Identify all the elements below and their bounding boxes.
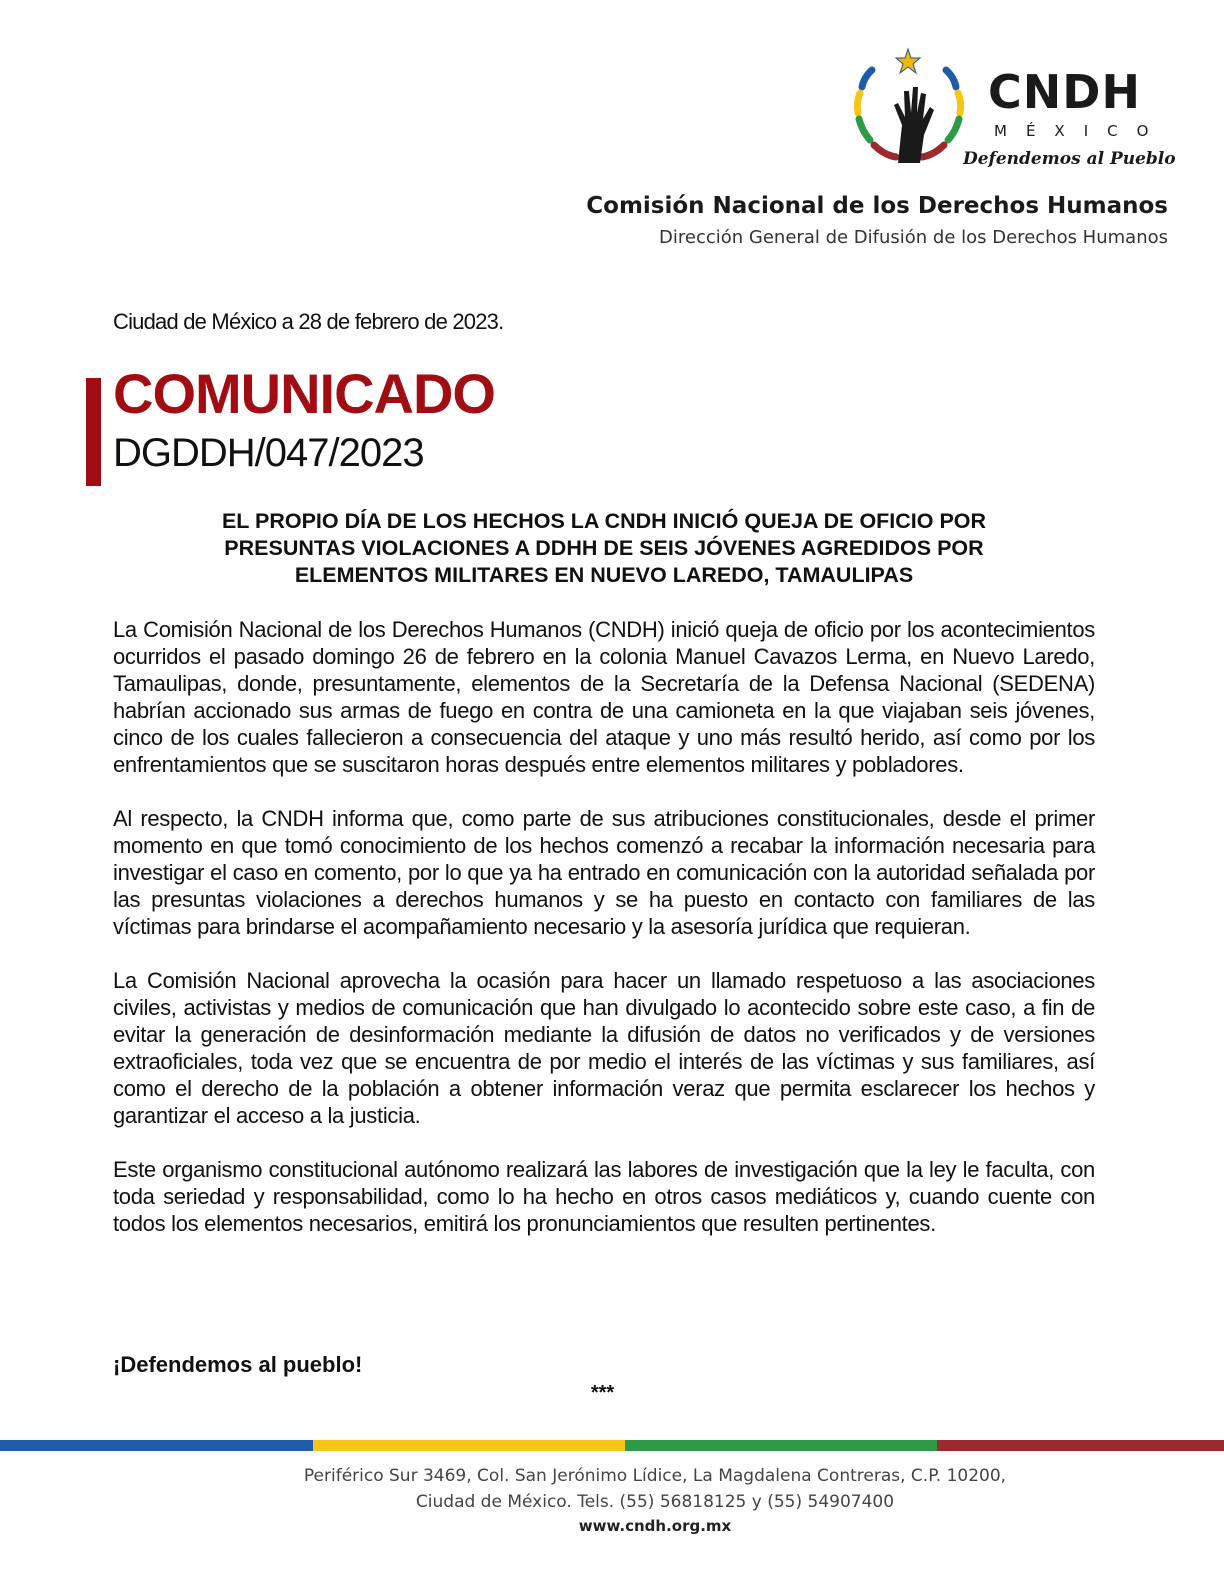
document-number: DGDDH/047/2023 (113, 431, 424, 475)
body-paragraph: Este organismo constitucional autónomo realizará las labores de investigación que la ley le faculta, con toda seriedad y responsabilidad, como lo ha hecho en otros casos mediáticos y, cuando cuente con todos los elementos necesarios, emitirá los pronunciamientos que resulten pertinentes. (113, 1157, 1095, 1236)
organization-department: Dirección General de Difusión de los Derechos Humanos (659, 227, 1168, 248)
press-release-body (113, 616, 1095, 1264)
footer-website: www.cndh.org.mx (578, 1517, 732, 1535)
title-accent-bar (86, 378, 101, 486)
stripe-red (937, 1440, 1224, 1451)
footer-color-stripe (0, 1440, 1224, 1451)
document-type-title: COMUNICADO (113, 362, 495, 425)
body-paragraph: La Comisión Nacional aprovecha la ocasión para hacer un llamado respetuoso a las asociaciones civiles, activistas y medios de comunicación que han divulgado lo acontecido sobre este caso, a fin de evitar la generación de desinformación mediante la difusión de datos no verificados y de versiones extraoficiales, toda vez que se encuentra de por medio el interés de las víctimas y sus familiares, así como el derecho de la población a obtener información veraz que permita esclarecer los hechos y garantizar el acceso a la justicia. (113, 968, 1095, 1128)
cndh-logo (850, 45, 1176, 180)
document-date: Ciudad de México a 28 de febrero de 2023. (113, 309, 504, 334)
stripe-green (625, 1440, 937, 1451)
stripe-yellow (313, 1440, 625, 1451)
logo-wordmark: CNDH (988, 65, 1141, 119)
body-paragraph: Al respecto, la CNDH informa que, como parte de sus atribuciones constitucionales, desde el primer momento en que tomó conocimiento de los hechos comenzó a recabar la información necesaria para investigar el caso en comento, por lo que ya ha entrado en comunicación con la autoridad señalada por las presuntas violaciones a derechos humanos y se ha puesto en contacto con familiares de las víctimas para brindarse el acompañamiento necesario y la asesoría jurídica que requieran. (113, 806, 1095, 939)
stripe-blue (0, 1440, 313, 1451)
end-separator: *** (590, 1382, 615, 1404)
body-paragraph: La Comisión Nacional de los Derechos Humanos (CNDH) inició queja de oficio por los acontecimientos ocurridos el pasado domingo 26 de febrero en la colonia Manuel Cavazos Lerma, en Nuevo Laredo, Tamaulipas, donde, presuntamente, elementos de la Secretaría de la Defensa Nacional (SEDENA) habrían accionado sus armas de fuego en contra de una camioneta en la que viajaban seis jóvenes, cinco de los cuales fallecieron a consecuencia del ataque y uno más resultó herido, así como por los enfrentamientos que se suscitaron horas después entre elementos militares y pobladores. (113, 617, 1095, 777)
closing-slogan: ¡Defendemos al pueblo! (113, 1352, 363, 1377)
logo-country: MÉXICO (994, 122, 1168, 140)
footer-address: Periférico Sur 3469, Col. San Jerónimo Lídice, La Magdalena Contreras, C.P. 10200, (303, 1466, 1007, 1486)
organization-name: Comisión Nacional de los Derechos Humanos (586, 193, 1168, 219)
footer-phones: Ciudad de México. Tels. (55) 56818125 y (55) 54907400 (415, 1492, 895, 1512)
logo-slogan: Defendemos al Pueblo (963, 149, 1176, 169)
press-release-headline: EL PROPIO DÍA DE LOS HECHOS LA CNDH INICIÓ QUEJA DE OFICIO POR PRESUNTAS VIOLACIONES A DDHH DE SEIS JÓVENES AGREDIDOS POR ELEMENTOS MILITARES EN NUEVO LAREDO, TAMAULIPAS (221, 509, 987, 587)
laurel-hand-emblem-icon (850, 45, 980, 175)
